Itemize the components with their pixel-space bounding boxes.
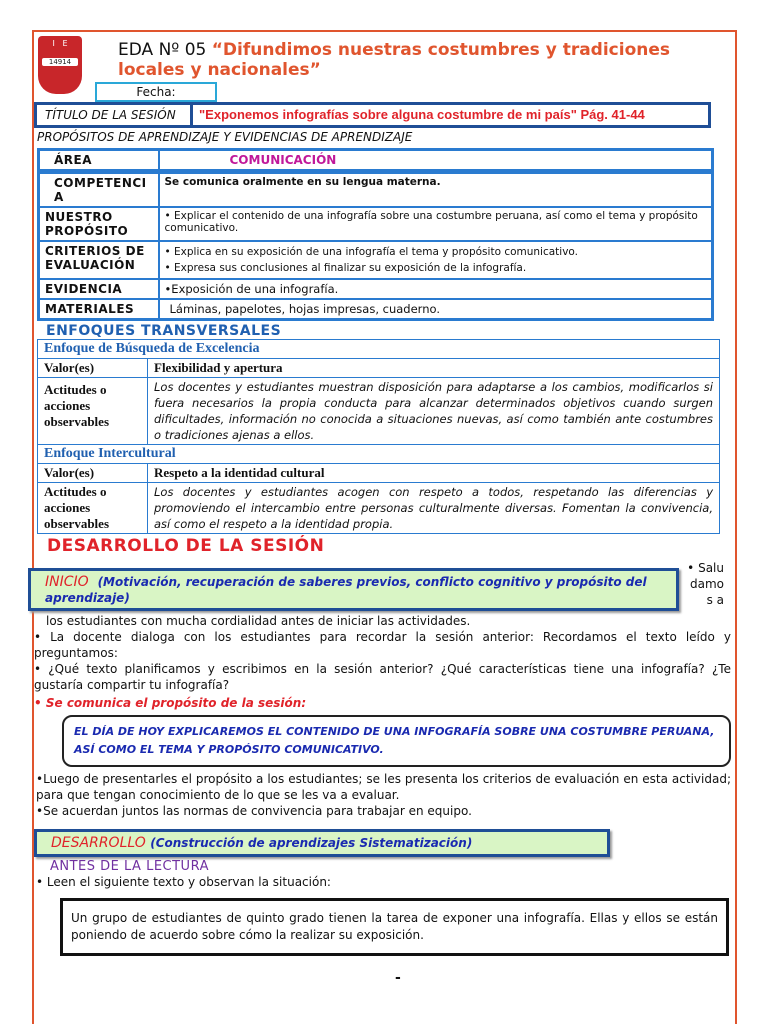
enfoques-table <box>37 339 720 534</box>
actitudes-text: Los docentes y estudiantes muestran disposición para adaptarse a los cambios, modificarlos si fuera necesarios la propia conducta para alcanzar determinados objetivos cuando surgen dificultades, información no conocida a situaciones nuevas, así como también ante costumbres o tradiciones ajenas a ellos. <box>148 378 720 445</box>
actitudes-label: Actitudes o acciones observables <box>38 378 148 445</box>
inicio-row <box>28 560 724 611</box>
logo-number: 14914 <box>42 58 78 66</box>
saludo-start: • Saludamos a <box>687 561 724 607</box>
inicio-banner <box>28 568 679 611</box>
bullet-item: La docente dialoga con los estudiantes para recordar la sesión anterior: Recordamos el texto leído y preguntamos: <box>34 630 731 660</box>
criterios-list: • Explica en su exposición de una infografía el tema y propósito comunicativo. • Expresa sus conclusiones al finalizar su exposición de la infografía. <box>159 241 713 279</box>
purposes-table <box>37 148 714 321</box>
actitudes-text: Los docentes y estudiantes acogen con respeto a todos, respetando las diferencias y promoviendo el intercambio entre personas culturalmente diversas. Fomentan la convivencia, así como el respeto a la identidad propia. <box>148 483 720 534</box>
evidencia-value: •Exposición de una infografía. <box>159 279 713 299</box>
leen-instruction: • Leen el siguiente texto y observan la situación: <box>36 875 331 889</box>
dash-mark: - <box>395 970 401 986</box>
school-logo: I E 14914 <box>38 36 82 94</box>
materiales-value: Láminas, papelotes, hojas impresas, cuaderno. <box>159 299 713 320</box>
proposito-heading: Se comunica el propósito de la sesión: <box>45 696 307 710</box>
eda-number: EDA Nº 05 <box>118 40 207 60</box>
leen-text: Leen el siguiente texto y observan la situación: <box>46 875 331 889</box>
document-body <box>34 102 731 1026</box>
purpose-box: EL DÍA DE HOY EXPLICAREMOS EL CONTENIDO DE UNA INFOGRAFÍA SOBRE UNA COSTUMBRE PERUANA, ASÍ COMO EL TEMA Y PROPÓSITO COMUNICATIVO. <box>62 715 731 767</box>
antes-lectura-heading: ANTES DE LA LECTURA <box>50 859 209 874</box>
desarrollo-label: DESARROLLO <box>51 835 146 851</box>
competencia-label: COMPETENCIA <box>39 172 159 208</box>
valor-value: Respeto a la identidad cultural <box>148 464 720 483</box>
valor-value: Flexibilidad y apertura <box>148 359 720 378</box>
purposes-heading: PROPÓSITOS DE APRENDIZAJE Y EVIDENCIAS DE APRENDIZAJE <box>37 130 413 144</box>
inicio-subtitle: (Motivación, recuperación de saberes previos, conflicto cognitivo y propósito del aprendizaje) <box>45 575 647 605</box>
session-value: "Exponemos infografías sobre alguna costumbre de mi país" Pág. 41-44 <box>199 107 645 122</box>
valor-label: Valor(es) <box>38 464 148 483</box>
situation-box: Un grupo de estudiantes de quinto grado tienen la tarea de exponer una infografía. Ellas y ellos se están poniendo de acuerdo sobre cómo la realizar su exposición. <box>60 898 729 956</box>
eda-title: “Difundimos nuestras costumbres y tradiciones locales y nacionales” <box>118 40 671 80</box>
criterios-label: CRITERIOS DE EVALUACIÓN <box>39 241 159 279</box>
inicio-body: los estudiantes con mucha cordialidad antes de iniciar las actividades. • La docente dialoga con los estudiantes para recordar la sesión anterior: Recordamos el texto leído y preguntamos: • ¿Qué texto planificamos y escribimos en la sesión anterior? ¿Qué características tiene una infografía? ¿Te gustaría compartir tu infografía? • Se comunica el propósito de la sesión: <box>34 614 731 710</box>
session-label: TÍTULO DE LA SESIÓN <box>37 105 193 125</box>
inicio-label: INICIO <box>45 574 89 590</box>
valor-label: Valor(es) <box>38 359 148 378</box>
evidencia-label: EVIDENCIA <box>39 279 159 299</box>
criterio-item: Explica en su exposición de una infografía el tema y propósito comunicativo. <box>174 246 579 258</box>
proposito-text: Explicar el contenido de una infografía sobre una costumbre peruana, así como el tema y propósito comunicativo. <box>164 210 698 234</box>
enfoques-heading: ENFOQUES TRANSVERSALES <box>46 323 282 339</box>
competencia-value: Se comunica oralmente en su lengua materna. <box>159 172 713 208</box>
enfoque-name: Enfoque de Búsqueda de Excelencia <box>38 340 720 359</box>
post-purpose-body: •Luego de presentarles el propósito a los estudiantes; se les presenta los criterios de evaluación en esta actividad; para que tengan conocimiento de lo que se les va a evaluar. •Se acuerdan juntos las normas de convivencia para trabajar en equipo. <box>36 772 731 818</box>
bullet-item: ¿Qué texto planificamos y escribimos en la sesión anterior? ¿Qué características tiene una infografía? ¿Te gustaría compartir tu infografía? <box>34 662 731 692</box>
area-label: ÁREA <box>39 150 159 172</box>
materiales-label: MATERIALES <box>39 299 159 320</box>
date-field[interactable]: Fecha: <box>95 82 217 102</box>
bullet-item: Se acuerdan juntos las normas de convivencia para trabajar en equipo. <box>43 804 472 818</box>
desarrollo-heading: DESARROLLO DE LA SESIÓN <box>47 536 325 556</box>
criterio-item: Expresa sus conclusiones al finalizar su exposición de la infografía. <box>174 262 527 274</box>
desarrollo-subtitle: (Construcción de aprendizajes Sistematización) <box>150 836 473 850</box>
area-value: COMUNICACIÓN <box>159 150 713 172</box>
enfoque-name: Enfoque Intercultural <box>38 445 720 464</box>
bullet-item: Luego de presentarles el propósito a los estudiantes; se les presenta los criterios de evaluación en esta actividad; para que tengan conocimiento de lo que se les va a evaluar. <box>36 772 731 802</box>
saludo-b: los estudiantes con mucha cordialidad antes de iniciar las actividades. <box>46 614 471 628</box>
saludo-a: Saludamos a <box>689 561 724 607</box>
actitudes-label: Actitudes o acciones observables <box>38 483 148 534</box>
session-title-box <box>34 102 711 128</box>
evidencia-text: Exposición de una infografía. <box>171 282 339 296</box>
desarrollo-banner <box>34 829 610 857</box>
proposito-value: • Explicar el contenido de una infografía sobre una costumbre peruana, así como el tema y propósito comunicativo. <box>159 207 713 241</box>
page-title <box>118 40 718 80</box>
proposito-label: NUESTRO PROPÓSITO <box>39 207 159 241</box>
